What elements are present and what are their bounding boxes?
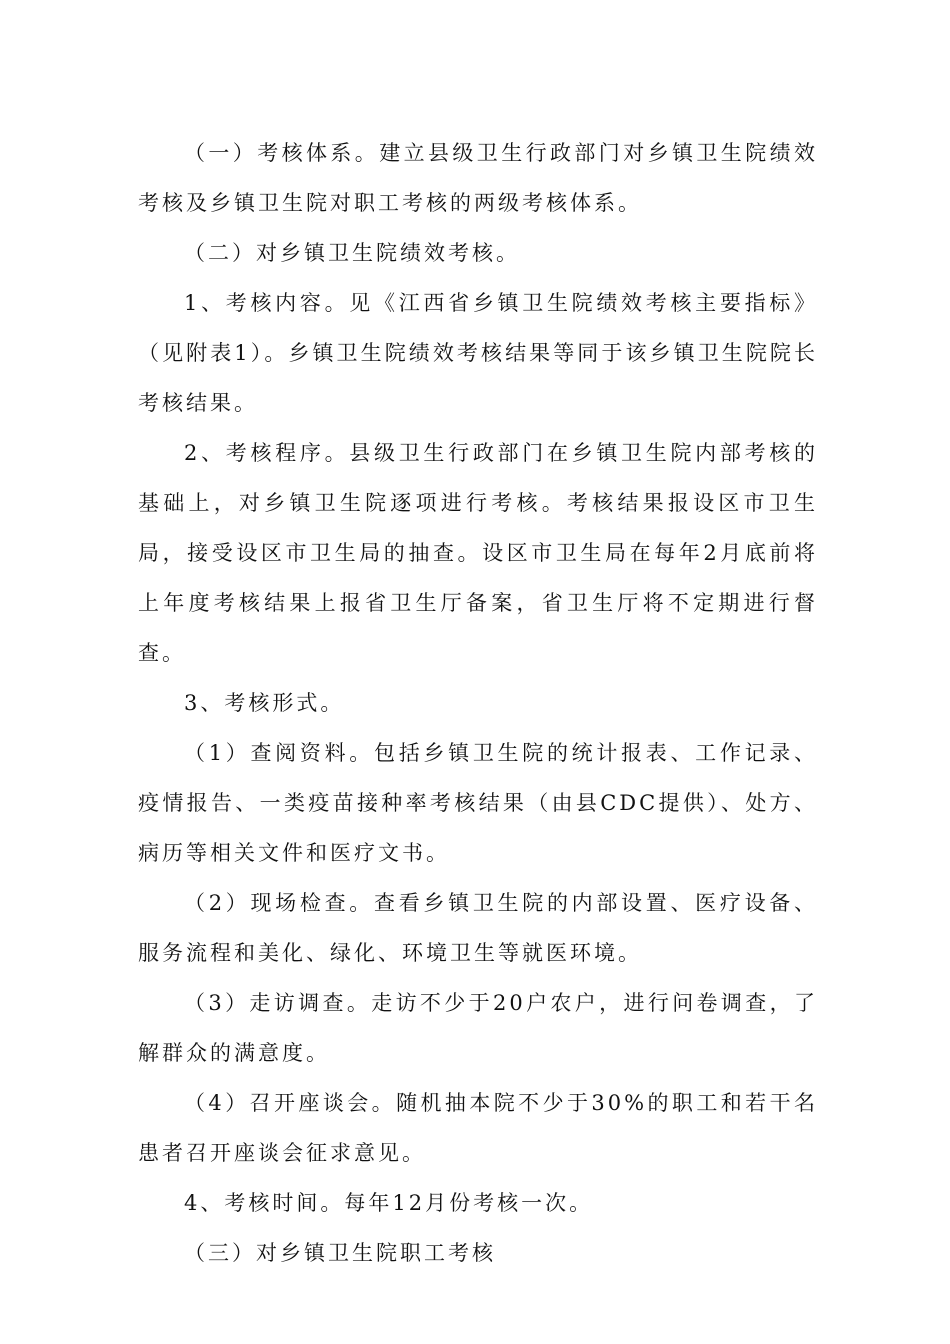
paragraph-assessment-time: 4、考核时间。每年12月份考核一次。 [184, 1191, 594, 1215]
paragraph-assessment-content: 1、考核内容。见《江西省乡镇卫生院绩效考核主要指标》（见附表1）。乡镇卫生院绩效考核结果等同于该乡镇卫生院院长考核结果。 [138, 291, 818, 415]
paragraph-symposium: （4）召开座谈会。随机抽本院不少于30%的职工和若干名患者召开座谈会征求意见。 [138, 1091, 818, 1165]
paragraph-visit-survey: （3）走访调查。走访不少于20户农户，进行问卷调查，了解群众的满意度。 [138, 991, 818, 1065]
paragraph-assessment-form: 3、考核形式。 [184, 691, 345, 715]
paragraph-assessment-procedure: 2、考核程序。县级卫生行政部门在乡镇卫生院内部考核的基础上，对乡镇卫生院逐项进行考核。考核结果报设区市卫生局，接受设区市卫生局的抽查。设区市卫生局在每年2月底前将上年度考核结果上报省卫生厅备案，省卫生厅将不定期进行督查。 [138, 441, 818, 665]
paragraph-township-hospital-assessment: （二）对乡镇卫生院绩效考核。 [184, 241, 520, 265]
paragraph-staff-assessment: （三）对乡镇卫生院职工考核 [184, 1241, 496, 1265]
document-body [138, 128, 818, 1278]
paragraph-onsite-inspection: （2）现场检查。查看乡镇卫生院的内部设置、医疗设备、服务流程和美化、绿化、环境卫生等就医环境。 [138, 891, 818, 965]
paragraph-review-materials: （1）查阅资料。包括乡镇卫生院的统计报表、工作记录、疫情报告、一类疫苗接种率考核结果（由县CDC提供）、处方、病历等相关文件和医疗文书。 [138, 741, 818, 865]
paragraph-assessment-system: （一）考核体系。建立县级卫生行政部门对乡镇卫生院绩效考核及乡镇卫生院对职工考核的两级考核体系。 [138, 141, 818, 215]
